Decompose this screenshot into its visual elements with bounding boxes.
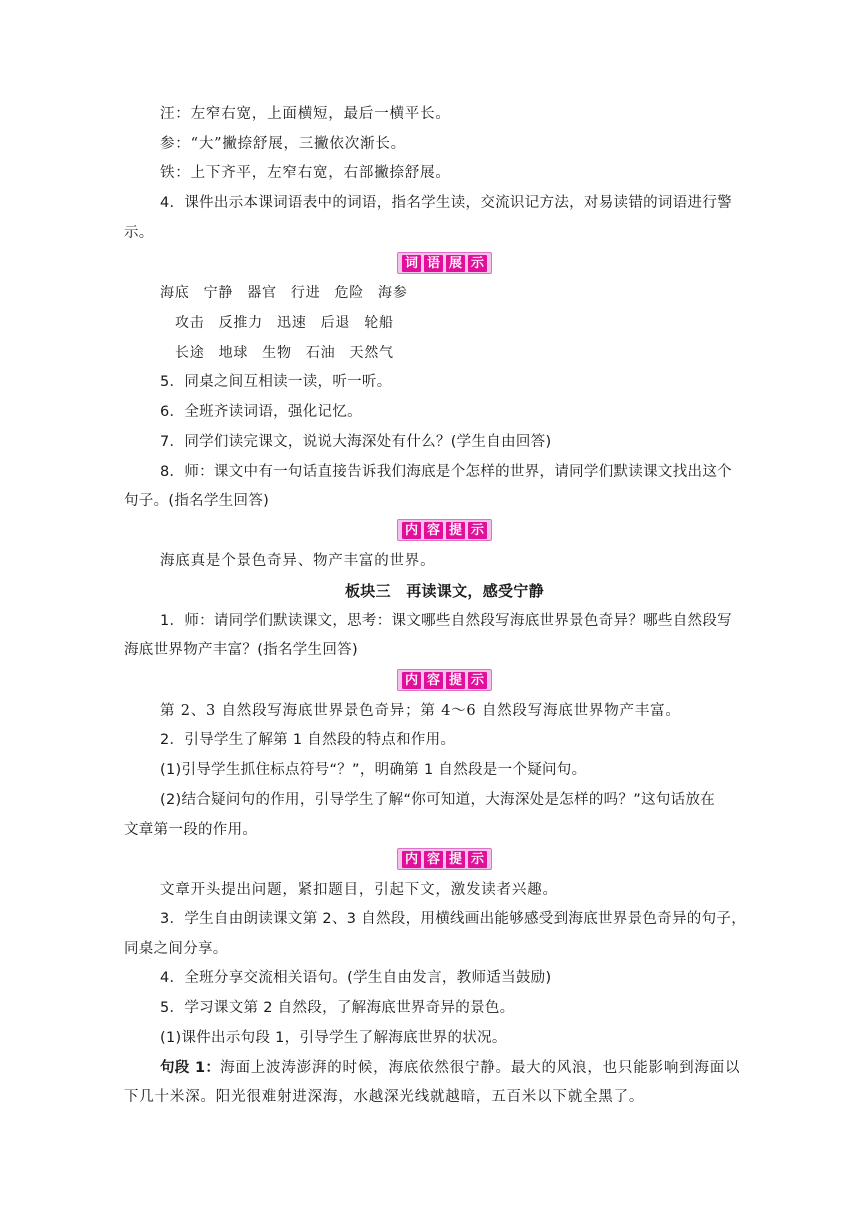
text-line: (1)引导学生抓住标点符号“？”，明确第 1 自然段是一个疑问句。 [160, 762, 587, 778]
content-hint-badge [397, 669, 492, 691]
text-line: (1)课件出示句段 1，引导学生了解海底世界的状况。 [160, 1030, 507, 1046]
badge-char: 提 [446, 522, 465, 539]
text-line: 5．同桌之间互相读一读，听一听。 [160, 374, 392, 390]
passage-line: 下几十米深。阳光很难射进深海，水越深光线就越暗，五百米以下就全黑了。 [124, 1089, 645, 1105]
word: 后退 [320, 315, 351, 331]
passage-label: 句段 1： [160, 1060, 221, 1076]
text-line: 参：“大”撇捺舒展，三撇依次渐长。 [160, 136, 406, 152]
text-line: 5．学习课文第 2 自然段，了解海底世界奇异的景色。 [160, 1000, 515, 1016]
text-line: 6．全班齐读词语，强化记忆。 [160, 404, 362, 420]
word: 宁静 [203, 285, 234, 301]
text-line: 1．师：请同学们默读课文，思考：课文哪些自然段写海底世界景色奇异？哪些自然段写 [160, 613, 732, 629]
passage-line [160, 1058, 740, 1078]
content-hint-badge [397, 519, 492, 541]
badge-char: 内 [402, 672, 421, 689]
word: 迅速 [277, 315, 307, 331]
word: 轮船 [364, 315, 394, 331]
badge-char: 容 [424, 672, 443, 689]
text-line: 汪：左窄右宽，上面横短，最后一横平长。 [160, 106, 451, 122]
badge-char: 内 [402, 851, 421, 868]
word: 长途 [175, 345, 205, 361]
text-line: 同桌之间分享。 [124, 941, 228, 957]
hint-answer: 海底真是个景色奇异、物产丰富的世界。 [160, 553, 436, 569]
word: 海底 [160, 285, 190, 301]
word: 反推力 [218, 315, 264, 331]
section-title: 板块三 再读课文，感受宁静 [345, 582, 544, 600]
word-row [160, 283, 422, 303]
text-line: 示。 [124, 225, 154, 241]
text-line: 8．师：课文中有一句话直接告诉我们海底是个怎样的世界，请同学们默读课文找出这个 [160, 464, 732, 480]
word: 地球 [218, 345, 249, 361]
passage-text: 海面上波涛澎湃的时候，海底依然很宁静。最大的风浪，也只能影响到海面以 [220, 1060, 741, 1076]
badge-char: 词 [402, 255, 421, 272]
text-line: 4．全班分享交流相关语句。(学生自由发言，教师适当鼓励) [160, 970, 552, 986]
badge-char: 容 [424, 851, 443, 868]
badge-char: 示 [468, 851, 487, 868]
text-line: 4．课件出示本课词语表中的词语，指名学生读，交流识记方法，对易读错的词语进行警 [160, 195, 732, 211]
word: 危险 [334, 285, 365, 301]
badge-char: 示 [468, 522, 487, 539]
word-row [175, 313, 408, 333]
word: 海参 [378, 285, 408, 301]
word: 器官 [247, 285, 277, 301]
badge-char: 示 [468, 255, 487, 272]
badge-char: 容 [424, 522, 443, 539]
hint-answer: 第 2、3 自然段写海底世界景色奇异；第 4～6 自然段写海底世界物产丰富。 [160, 703, 681, 719]
badge-char: 内 [402, 522, 421, 539]
text-line: 3．学生自由朗读课文第 2、3 自然段，用横线画出能够感受到海底世界景色奇异的句子， [160, 911, 746, 927]
word: 行进 [290, 285, 321, 301]
text-line: 海底世界物产丰富？(指名学生回答) [124, 642, 358, 658]
text-line: 铁：上下齐平，左窄右宽，右部撇捺舒展。 [160, 165, 451, 181]
text-line: (2)结合疑问句的作用，引导学生了解“你可知道，大海深处是怎样的吗？”这句话放在 [160, 792, 716, 808]
badge-char: 提 [446, 851, 465, 868]
vocab-display-badge [397, 252, 492, 274]
hint-answer: 文章开头提出问题，紧扣题目，引起下文，激发读者兴趣。 [160, 882, 558, 898]
word: 天然气 [349, 345, 394, 361]
text-line: 2．引导学生了解第 1 自然段的特点和作用。 [160, 732, 456, 748]
badge-char: 语 [424, 255, 443, 272]
text-line: 文章第一段的作用。 [124, 822, 258, 838]
word: 攻击 [175, 315, 205, 331]
badge-char: 示 [468, 672, 487, 689]
word-row [175, 343, 408, 363]
badge-char: 展 [446, 255, 465, 272]
content-hint-badge [397, 848, 492, 870]
text-line: 句子。(指名学生回答) [124, 493, 270, 509]
text-line: 7．同学们读完课文，说说大海深处有什么？(学生自由回答) [160, 434, 552, 450]
word: 石油 [305, 345, 336, 361]
word: 生物 [262, 345, 292, 361]
badge-char: 提 [446, 672, 465, 689]
